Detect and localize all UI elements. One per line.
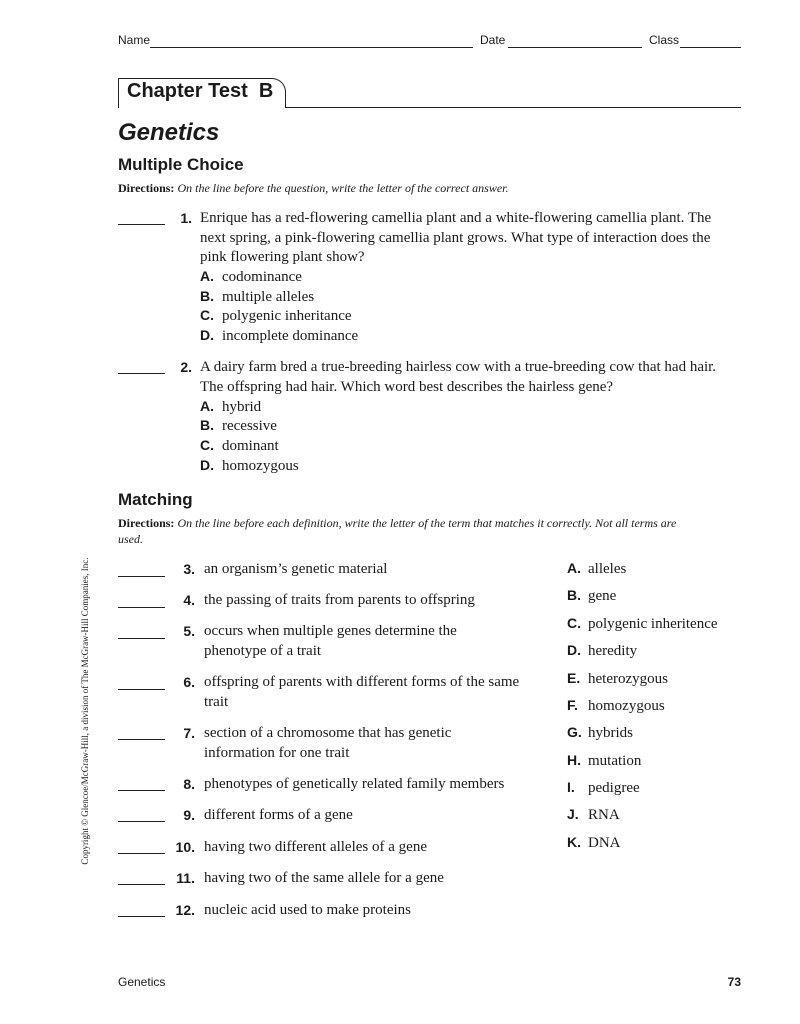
option-c: [200, 307, 352, 325]
option-text: codominance: [222, 269, 302, 285]
term-text: polygenic inheritence: [588, 616, 718, 632]
question-text: A dairy farm bred a true-breeding hairless cow with a true-breeding cow that had hair. The offspring had hair. Which word best describes the hairless gene?: [200, 359, 717, 395]
option-text: recessive: [222, 418, 277, 434]
answer-blank-1[interactable]: [118, 224, 165, 225]
item-number: 7.: [183, 725, 195, 741]
question-number: 1.: [180, 210, 192, 226]
class-line[interactable]: [680, 47, 741, 48]
item-number: 9.: [183, 807, 195, 823]
answer-blank-11[interactable]: [118, 884, 165, 885]
option-c: [200, 437, 279, 455]
option-text: hybrid: [222, 399, 262, 415]
matching-directions: [118, 515, 698, 547]
term-text: gene: [588, 588, 617, 604]
item-text: phenotypes of genetically related family members: [204, 776, 505, 792]
item-number: 4.: [183, 592, 195, 608]
term-text: DNA: [588, 835, 621, 851]
item-number: 8.: [183, 776, 195, 792]
answer-blank-12[interactable]: [118, 916, 165, 917]
item-text: section of a chromosome that has genetic information for one trait: [204, 725, 452, 761]
term-e: [567, 670, 668, 688]
answer-blank-2[interactable]: [118, 373, 165, 374]
answer-blank-3[interactable]: [118, 576, 165, 577]
item-text: nucleic acid used to make proteins: [204, 902, 412, 918]
matching-heading: Matching: [118, 490, 193, 509]
option-text: multiple alleles: [222, 289, 315, 305]
answer-blank-7[interactable]: [118, 739, 165, 740]
option-d: [200, 327, 358, 345]
option-a: [200, 268, 302, 286]
term-letter: G.: [567, 724, 582, 740]
term-text: mutation: [588, 753, 642, 769]
option-letter: D.: [200, 327, 214, 343]
term-letter: J.: [567, 806, 579, 822]
item-number: 6.: [183, 674, 195, 690]
item-number: 5.: [183, 623, 195, 639]
option-text: dominant: [222, 438, 279, 454]
item-number: 11.: [176, 870, 195, 886]
name-line[interactable]: [150, 47, 473, 48]
question-number: 2.: [180, 359, 192, 375]
option-letter: D.: [200, 457, 214, 473]
page-number: 73: [727, 975, 741, 989]
multiple-choice-heading: Multiple Choice: [118, 155, 244, 174]
term-j: [567, 806, 620, 824]
name-label: Name: [118, 33, 151, 47]
term-text: pedigree: [588, 780, 640, 796]
term-text: heterozygous: [588, 671, 668, 687]
directions-text: On the line before the question, write the letter of the correct answer.: [177, 181, 509, 195]
term-letter: F.: [567, 697, 578, 713]
term-a: [567, 560, 626, 578]
option-letter: B.: [200, 288, 214, 304]
term-letter: E.: [567, 670, 581, 686]
answer-blank-10[interactable]: [118, 853, 165, 854]
item-text: having two of the same allele for a gene: [204, 870, 444, 886]
copyright-notice: Copyright © Glencoe/McGraw-Hill, a division of The McGraw-Hill Companies, Inc.: [80, 557, 90, 865]
option-b: [200, 288, 314, 306]
answer-blank-5[interactable]: [118, 638, 165, 639]
item-number: 3.: [183, 561, 195, 577]
option-text: homozygous: [222, 458, 299, 474]
option-letter: C.: [200, 437, 214, 453]
term-letter: H.: [567, 752, 581, 768]
term-k: [567, 834, 621, 852]
directions-text: On the line before each definition, write the letter of the term that matches it correctly. Not all terms are used.: [118, 516, 677, 546]
class-label: Class: [649, 33, 680, 47]
question-text: Enrique has a red-flowering camellia plant and a white-flowering camellia plant. The next spring, a pink-flowering camellia plant grows. What type of interaction does the pink flowering plant show?: [200, 210, 712, 266]
term-letter: B.: [567, 587, 581, 603]
directions-label: Directions:: [118, 516, 175, 530]
chapter-rule: [286, 107, 741, 108]
term-text: homozygous: [588, 698, 665, 714]
term-text: RNA: [588, 807, 620, 823]
item-text: an organism’s genetic material: [204, 561, 388, 577]
option-letter: A.: [200, 268, 214, 284]
option-letter: A.: [200, 398, 214, 414]
term-letter: I.: [567, 779, 575, 795]
option-text: incomplete dominance: [222, 328, 359, 344]
term-b: [567, 587, 616, 605]
term-text: hybrids: [588, 725, 633, 741]
term-text: alleles: [588, 561, 627, 577]
term-letter: C.: [567, 615, 581, 631]
directions-label: Directions:: [118, 181, 175, 195]
date-line[interactable]: [508, 47, 642, 48]
option-text: polygenic inheritance: [222, 308, 352, 324]
chapter-tab-label: Chapter Test B: [127, 80, 274, 102]
term-c: [567, 615, 718, 633]
answer-blank-9[interactable]: [118, 821, 165, 822]
multiple-choice-directions: [118, 180, 698, 196]
item-text: having two different alleles of a gene: [204, 839, 427, 855]
answer-blank-4[interactable]: [118, 607, 165, 608]
option-a: [200, 398, 261, 416]
option-d: [200, 457, 299, 475]
term-letter: D.: [567, 642, 581, 658]
term-g: [567, 724, 633, 742]
page-title: Genetics: [118, 119, 220, 146]
footer-subject: Genetics: [118, 975, 166, 989]
option-b: [200, 417, 277, 435]
date-label: Date: [480, 33, 506, 47]
item-text: different forms of a gene: [204, 807, 353, 823]
term-f: [567, 697, 665, 715]
item-number: 12.: [175, 902, 195, 918]
answer-blank-6[interactable]: [118, 689, 165, 690]
item-text: occurs when multiple genes determine the phenotype of a trait: [204, 623, 457, 659]
term-d: [567, 642, 637, 660]
term-letter: A.: [567, 560, 581, 576]
term-i: [567, 779, 640, 797]
term-text: heredity: [588, 643, 638, 659]
item-text: the passing of traits from parents to offspring: [204, 592, 475, 608]
item-text: offspring of parents with different forms of the same trait: [204, 674, 520, 710]
item-number: 10.: [175, 839, 195, 855]
term-h: [567, 752, 641, 770]
term-letter: K.: [567, 834, 581, 850]
option-letter: B.: [200, 417, 214, 433]
answer-blank-8[interactable]: [118, 790, 165, 791]
option-letter: C.: [200, 307, 214, 323]
